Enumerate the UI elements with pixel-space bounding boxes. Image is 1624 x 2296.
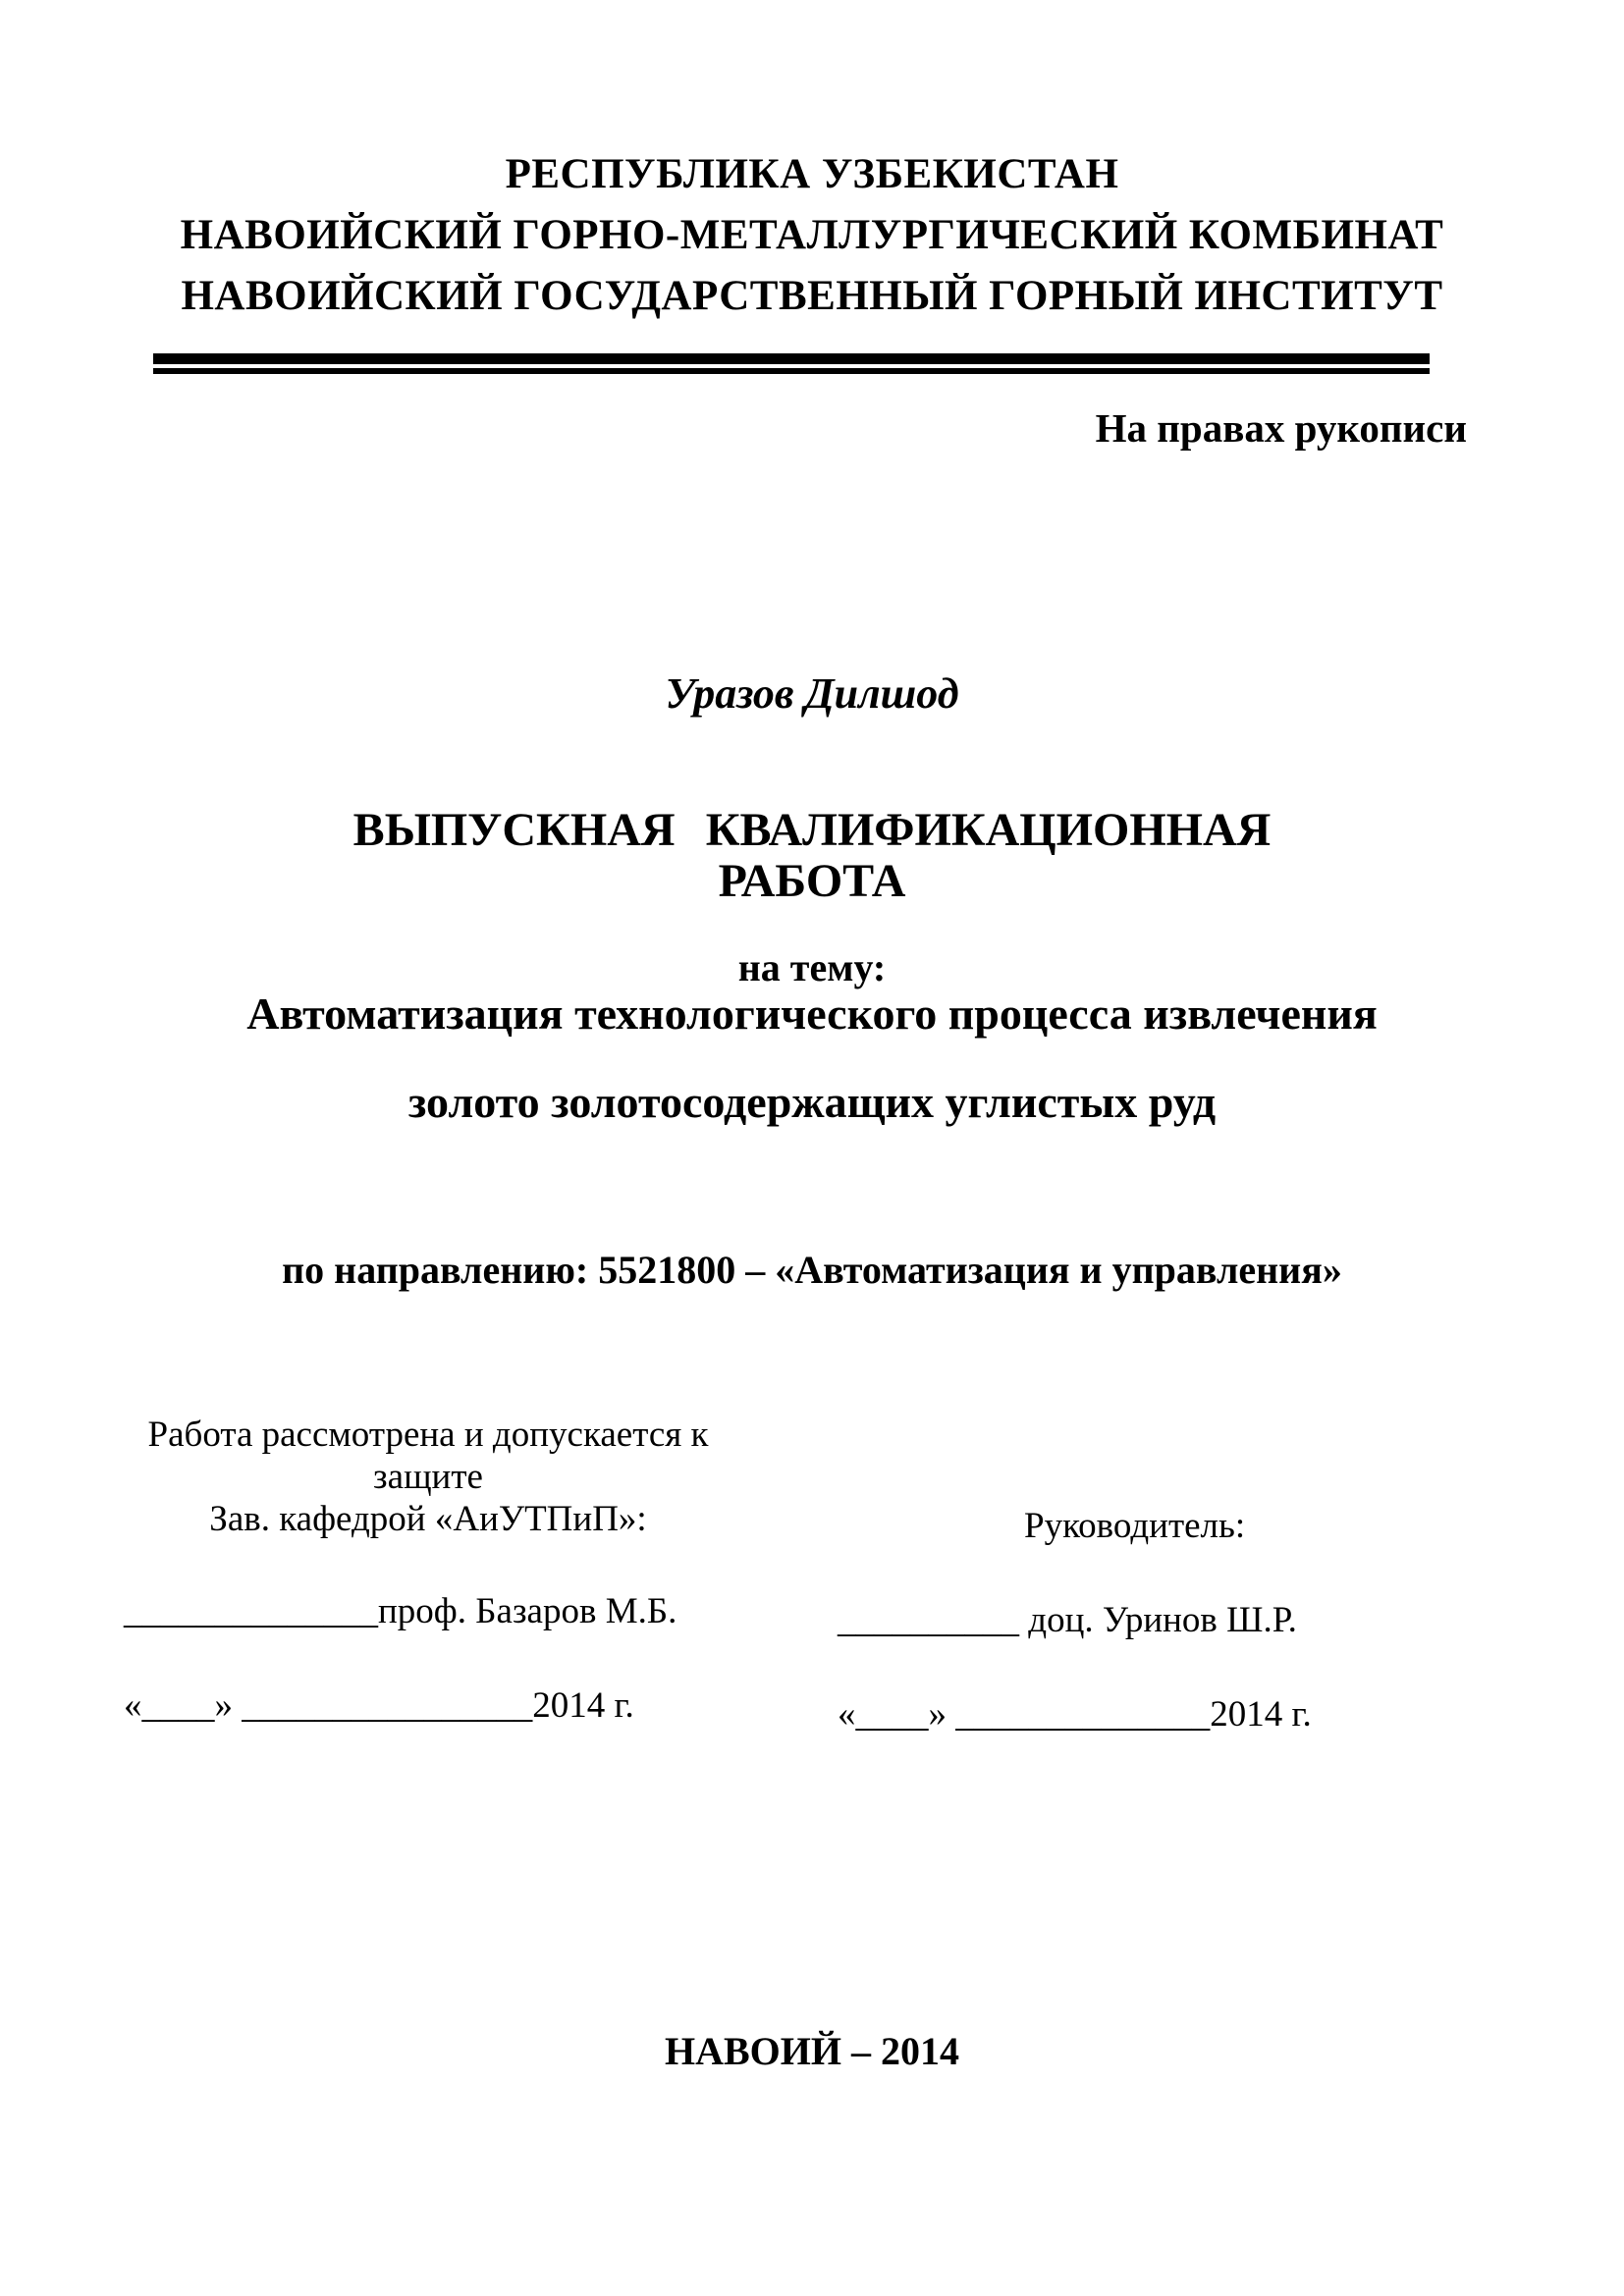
author-name: Уразов Дилшод — [665, 669, 959, 718]
department-head-signature-line: ______________проф. Базаров М.Б. — [124, 1591, 677, 1631]
topic-label: на тему: — [737, 945, 887, 989]
topic-title-line-1: Автоматизация технологического процесса извлечения — [246, 988, 1378, 1039]
department-head-date-line: «____» ________________2014 г. — [124, 1685, 634, 1726]
work-type-title — [0, 805, 1624, 907]
separator-rule — [153, 353, 1430, 374]
work-type-line-1: ВЫПУСКНАЯ КВАЛИФИКАЦИОННАЯ — [352, 804, 1272, 856]
supervisor-block — [838, 1505, 1368, 1735]
department-head-label: Зав. кафедрой «АиУТПиП»: — [209, 1499, 647, 1539]
header-institute: НАВОИЙСКИЙ ГОСУДАРСТВЕННЫЙ ГОРНЫЙ ИНСТИТУТ — [181, 273, 1443, 319]
supervisor-date-line: «____» ______________2014 г. — [838, 1694, 1312, 1735]
manuscript-note: На правах рукописи — [1095, 405, 1467, 451]
footer-city-year: НАВОИЙ – 2014 — [664, 2029, 960, 2073]
header-organization: НАВОИЙСКИЙ ГОРНО-МЕТАЛЛУРГИЧЕСКИЙ КОМБИНАТ — [180, 212, 1444, 258]
topic-title-line-2: золото золотосодержащих углистых руд — [407, 1077, 1217, 1127]
approval-statement-line-2: защите — [373, 1457, 483, 1497]
supervisor-signature-line: __________ доц. Уринов Ш.Р. — [838, 1600, 1297, 1640]
direction-line: по направлению: 5521800 – «Автоматизация и управления» — [282, 1248, 1342, 1292]
approval-statement-line-1: Работа рассмотрена и допускается к — [147, 1415, 709, 1455]
supervisor-label: Руководитель: — [1024, 1506, 1246, 1546]
work-type-line-2: РАБОТА — [718, 855, 906, 907]
approval-block — [124, 1414, 732, 1727]
header-country: РЕСПУБЛИКА УЗБЕКИСТАН — [505, 151, 1119, 197]
